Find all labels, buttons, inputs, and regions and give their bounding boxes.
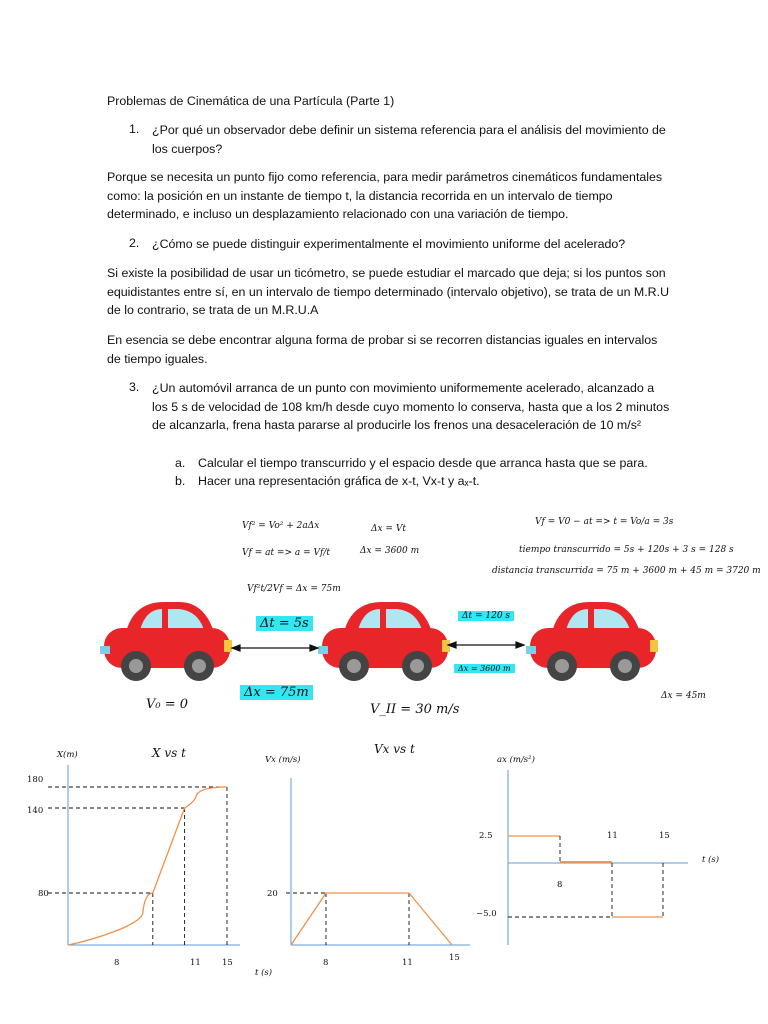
graph3-xtick: 8 bbox=[557, 880, 563, 890]
graph1-ylabel: X(m) bbox=[57, 750, 78, 760]
graph3-ytick: 2.5 bbox=[479, 831, 493, 841]
graph2-curve bbox=[291, 893, 452, 945]
equation-1: Vf² = Vo² + 2aΔx bbox=[242, 521, 320, 531]
equation-3: Vf²t/2Vf = Δx = 75m bbox=[247, 584, 341, 594]
graph1-xtick: 11 bbox=[190, 958, 201, 968]
graph2-xtick: 11 bbox=[402, 958, 413, 968]
graph2-ytick: 20 bbox=[267, 889, 278, 899]
graph1-xlabel: t (s) bbox=[255, 968, 273, 978]
graph1-xtick: 15 bbox=[222, 958, 233, 968]
graph1-ytick: 140 bbox=[27, 806, 44, 816]
delta-x-1-label: Δx = 75m bbox=[240, 685, 313, 700]
graph3-ylabel: ax (m/s²) bbox=[497, 755, 535, 765]
initial-velocity-label: V₀ = 0 bbox=[146, 697, 189, 712]
delta-t-2-label: Δt = 120 s bbox=[458, 611, 514, 621]
equation-2: Vf = at => a = Vf/t bbox=[242, 548, 330, 558]
graph1-curve bbox=[68, 787, 227, 945]
equation-4: Δx = Vt bbox=[371, 524, 406, 534]
question-1: ¿Por qué un observador debe definir un sistema referencia para el análisis del movimiento de los cuerpos? bbox=[152, 123, 666, 156]
graph2-title: Vx vs t bbox=[374, 742, 415, 756]
graph1-title: X vs t bbox=[152, 746, 186, 760]
graph3-xtick: 15 bbox=[659, 831, 670, 841]
graph2-ylabel: Vx (m/s) bbox=[265, 755, 301, 765]
question-3a: Calcular el tiempo transcurrido y el espacio desde que arranca hasta que se para. bbox=[198, 456, 648, 470]
graph1-ytick: 80 bbox=[38, 889, 49, 899]
question-number: 1. bbox=[129, 122, 140, 136]
graph1-xtick: 8 bbox=[114, 958, 120, 968]
subitem-label: b. bbox=[175, 474, 186, 488]
delta-t-1-label: Δt = 5s bbox=[256, 616, 313, 631]
subitem-label: a. bbox=[175, 456, 186, 470]
page-title: Problemas de Cinemática de una Partícula (Parte 1) bbox=[107, 94, 395, 108]
question-3b: Hacer una representación gráfica de x-t, Vx-t y aₓ-t. bbox=[198, 474, 480, 488]
graph3-ytick: −5.0 bbox=[476, 909, 497, 919]
graph3-xlabel: t (s) bbox=[702, 855, 720, 865]
equation-5: Δx = 3600 m bbox=[360, 546, 420, 556]
velocity-2-label: V_II = 30 m/s bbox=[370, 702, 460, 717]
delta-x-2-label: Δx = 3600 m bbox=[454, 664, 515, 673]
graph3-xtick: 11 bbox=[607, 831, 618, 841]
graph2-xtick: 15 bbox=[449, 953, 460, 963]
graph2-xtick: 8 bbox=[323, 958, 329, 968]
equation-8: distancia transcurrida = 75 m + 3600 m + 45 m = 3720 m bbox=[492, 566, 761, 576]
question-number: 2. bbox=[129, 236, 140, 250]
question-3: ¿Un automóvil arranca de un punto con movimiento uniformemente acelerado, alcanzado a los 5 s de velocidad de 108 km/h desde cuyo momento lo conserva, hasta que a los 2 minutos de alcanzarla, frena hasta pararse al producirle los frenos una desaceleración de 10 m/s² bbox=[152, 381, 670, 433]
question-number: 3. bbox=[129, 380, 140, 394]
answer-1: Porque se necesita un punto fijo como referencia, para medir parámetros cinemáticos fundamentales como: la posición en un instante de tiempo t, la distancia recorrida en un intervalo de tiempo determinado, e incluso un desplazamiento relacionado con una variación de tiempo. bbox=[107, 170, 663, 222]
answer-2b: En esencia se debe encontrar alguna forma de probar si se recorren distancias iguales en intervalos de tiempo iguales. bbox=[107, 333, 658, 366]
question-2: ¿Cómo se puede distinguir experimentalmente el movimiento uniforme del acelerado? bbox=[152, 237, 626, 251]
delta-x-3-label: Δx = 45m bbox=[661, 691, 706, 701]
equation-7: tiempo transcurrido = 5s + 120s + 3 s = 128 s bbox=[519, 545, 734, 555]
answer-2a: Si existe la posibilidad de usar un ticómetro, se puede estudiar el marcado que deja; si los puntos son equidistantes entre sí, en un intervalo de tiempo determinado (intervalo objetivo), se trata de un M.R.U de lo contrario, se trata de un M.R.U.A bbox=[107, 266, 670, 318]
graph1-ytick: 180 bbox=[27, 775, 44, 785]
equation-6: Vf = V0 − at => t = Vo/a = 3s bbox=[535, 517, 674, 527]
